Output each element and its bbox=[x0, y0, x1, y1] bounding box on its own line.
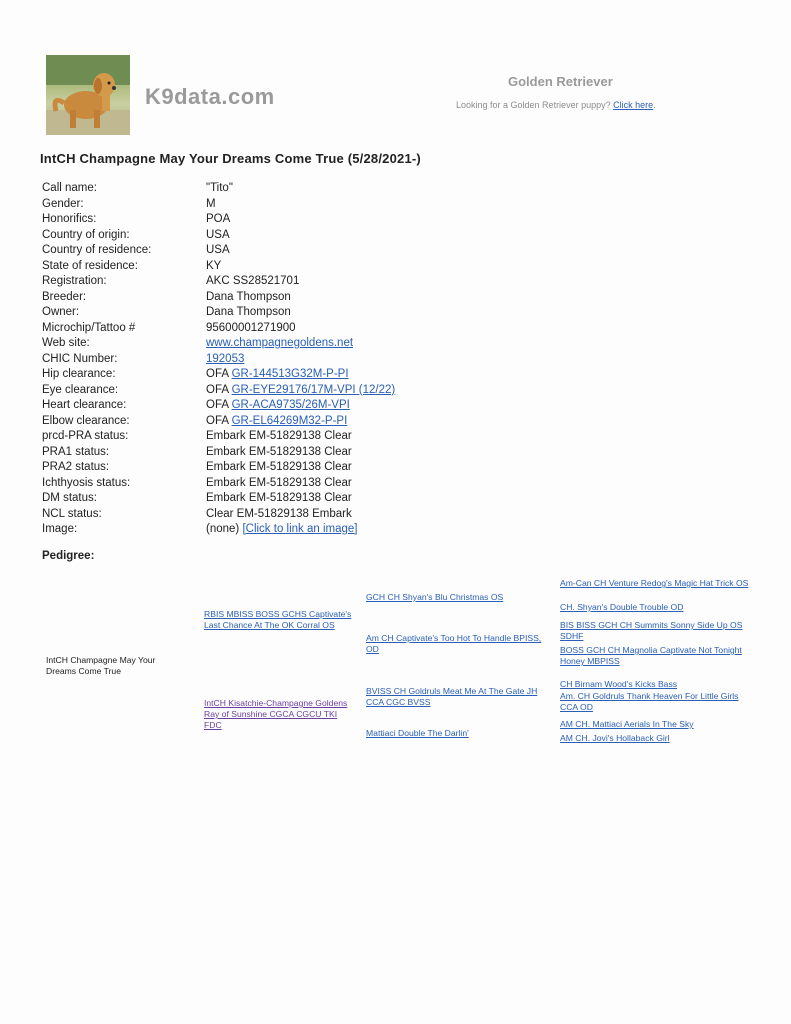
detail-value bbox=[206, 459, 352, 475]
detail-label: PRA2 status: bbox=[42, 461, 110, 473]
detail-value bbox=[206, 413, 347, 429]
detail-value-text: M bbox=[206, 197, 216, 210]
site-brand[interactable]: K9data.com bbox=[145, 84, 275, 109]
detail-value bbox=[206, 366, 349, 382]
pedigree-sire-dam[interactable]: Am CH Captivate's Too Hot To Handle BPISS, OD bbox=[366, 633, 542, 654]
detail-value-text: "Tito" bbox=[206, 182, 233, 194]
detail-label: Image: bbox=[42, 523, 78, 535]
detail-value-text: Dana Thompson bbox=[206, 306, 291, 318]
detail-value-link[interactable]: GR-EL64269M32-P-PI bbox=[231, 414, 348, 427]
detail-value-text: OFA bbox=[206, 383, 232, 396]
detail-label: DM status: bbox=[42, 492, 97, 504]
detail-label: prcd-PRA status: bbox=[42, 430, 129, 442]
detail-value-link[interactable]: [Click to link an image] bbox=[242, 523, 358, 535]
detail-value bbox=[206, 273, 299, 289]
detail-value bbox=[206, 211, 230, 227]
detail-value bbox=[206, 475, 352, 491]
detail-label: NCL status: bbox=[42, 507, 102, 520]
detail-value bbox=[206, 521, 357, 537]
detail-value-text: Embark EM-51829138 Clear bbox=[206, 476, 352, 489]
detail-value bbox=[206, 242, 230, 258]
detail-value bbox=[206, 289, 291, 305]
detail-value-text: POA bbox=[206, 213, 231, 225]
detail-label: Microchip/Tattoo # bbox=[42, 321, 136, 334]
detail-value-link[interactable]: 192053 bbox=[206, 352, 245, 365]
pedigree-ggp-7[interactable]: AM CH. Mattiaci Aerials In The Sky bbox=[560, 719, 694, 729]
detail-value bbox=[206, 490, 352, 506]
detail-label: Gender: bbox=[42, 197, 84, 210]
detail-value-text: 95600001271900 bbox=[206, 321, 296, 334]
detail-value-link[interactable]: GR-ACA9735/26M-VPI bbox=[231, 399, 350, 411]
detail-label: Heart clearance: bbox=[42, 399, 127, 411]
detail-value bbox=[206, 304, 291, 320]
detail-value-text: AKC SS28521701 bbox=[206, 275, 300, 287]
detail-value bbox=[206, 397, 350, 413]
puppy-text: Looking for a Golden Retriever puppy? bbox=[456, 100, 611, 110]
detail-label: Ichthyosis status: bbox=[42, 476, 131, 489]
detail-value-text: Dana Thompson bbox=[206, 290, 291, 303]
detail-value bbox=[206, 444, 352, 460]
detail-value bbox=[206, 506, 352, 522]
detail-label: Country of origin: bbox=[42, 228, 130, 241]
dog-title: IntCH Champagne May Your Dreams Come True (5/28/2021-) bbox=[40, 151, 421, 166]
detail-value bbox=[206, 335, 353, 351]
pedigree-dam-sire[interactable]: BVISS CH Goldruls Meat Me At The Gate JH CCA CGC BVSS bbox=[366, 686, 538, 707]
puppy-suffix: . bbox=[653, 100, 656, 110]
detail-label: Call name: bbox=[42, 182, 97, 194]
pedigree-subject: IntCH Champagne May Your Dreams Come True bbox=[46, 655, 156, 676]
pedigree-dam-dam[interactable]: Mattiaci Double The Darlin' bbox=[366, 728, 469, 738]
dog-photo-icon bbox=[46, 55, 130, 135]
pedigree-ggp-6[interactable]: Am. CH Goldruls Thank Heaven For Little Girls CCA OD bbox=[560, 691, 739, 712]
detail-label: Web site: bbox=[42, 337, 90, 349]
pedigree-sire[interactable]: RBIS MBISS BOSS GCHS Captivate's Last Chance At The OK Corral OS bbox=[204, 609, 352, 630]
detail-label: Registration: bbox=[42, 275, 107, 287]
detail-value-text: OFA bbox=[206, 368, 232, 380]
breed-title: Golden Retriever bbox=[508, 74, 613, 89]
pedigree-ggp-4[interactable]: BOSS GCH CH Magnolia Captivate Not Tonight Honey MBPISS bbox=[560, 645, 742, 666]
pedigree-ggp-8[interactable]: AM CH. Jovi's Hollaback Girl bbox=[560, 733, 670, 743]
golden-retriever-photo bbox=[46, 55, 130, 135]
detail-label: Elbow clearance: bbox=[42, 414, 130, 427]
pedigree-sire-sire[interactable]: GCH CH Shyan's Blu Christmas OS bbox=[366, 592, 504, 602]
pedigree-heading: Pedigree: bbox=[42, 550, 95, 562]
detail-value bbox=[206, 196, 216, 212]
detail-value-text: USA bbox=[206, 228, 230, 241]
detail-label: Eye clearance: bbox=[42, 383, 119, 396]
detail-label: CHIC Number: bbox=[42, 352, 118, 365]
detail-value-link[interactable]: GR-144513G32M-P-PI bbox=[231, 368, 349, 380]
detail-value bbox=[206, 351, 244, 367]
detail-value-text: (none) bbox=[206, 523, 243, 535]
detail-value-text: Clear EM-51829138 Embark bbox=[206, 507, 352, 520]
detail-value bbox=[206, 428, 352, 444]
detail-label: Hip clearance: bbox=[42, 368, 116, 380]
detail-value-text: Embark EM-51829138 Clear bbox=[206, 430, 352, 442]
detail-value-link[interactable]: www.champagnegoldens.net bbox=[206, 337, 354, 349]
puppy-prompt bbox=[456, 100, 656, 110]
pedigree-ggp-2[interactable]: CH. Shyan's Double Trouble OD bbox=[560, 602, 684, 612]
detail-value-text: Embark EM-51829138 Clear bbox=[206, 461, 352, 473]
detail-value bbox=[206, 180, 233, 196]
detail-value-text: USA bbox=[206, 244, 230, 256]
pedigree-ggp-1[interactable]: Am-Can CH Venture Redog's Magic Hat Trick OS bbox=[560, 578, 749, 588]
detail-label: Owner: bbox=[42, 306, 80, 318]
pedigree-ggp-3[interactable]: BIS BISS GCH CH Summits Sonny Side Up OS SDHF bbox=[560, 620, 743, 641]
detail-value-text: Embark EM-51829138 Clear bbox=[206, 445, 352, 458]
detail-label: State of residence: bbox=[42, 259, 138, 272]
detail-value-link[interactable]: GR-EYE29176/17M-VPI (12/22) bbox=[231, 383, 396, 396]
detail-label: Country of residence: bbox=[42, 244, 152, 256]
pedigree-dam[interactable]: IntCH Kisatchie-Champagne Goldens Ray of Sunshine CGCA CGCU TKI FDC bbox=[204, 698, 348, 730]
detail-value bbox=[206, 382, 395, 398]
pedigree-ggp-5[interactable]: CH Birnam Wood's Kicks Bass bbox=[560, 679, 678, 689]
detail-label: Breeder: bbox=[42, 290, 87, 303]
detail-value bbox=[206, 227, 230, 243]
detail-value bbox=[206, 320, 296, 336]
detail-value-text: Embark EM-51829138 Clear bbox=[206, 492, 352, 504]
detail-value-text: OFA bbox=[206, 399, 232, 411]
detail-label: Honorifics: bbox=[42, 213, 97, 225]
detail-value-text: OFA bbox=[206, 414, 232, 427]
detail-label: PRA1 status: bbox=[42, 445, 110, 458]
detail-value-text: KY bbox=[206, 259, 222, 272]
puppy-click-here-link[interactable]: Click here bbox=[613, 100, 654, 110]
detail-value bbox=[206, 258, 221, 274]
